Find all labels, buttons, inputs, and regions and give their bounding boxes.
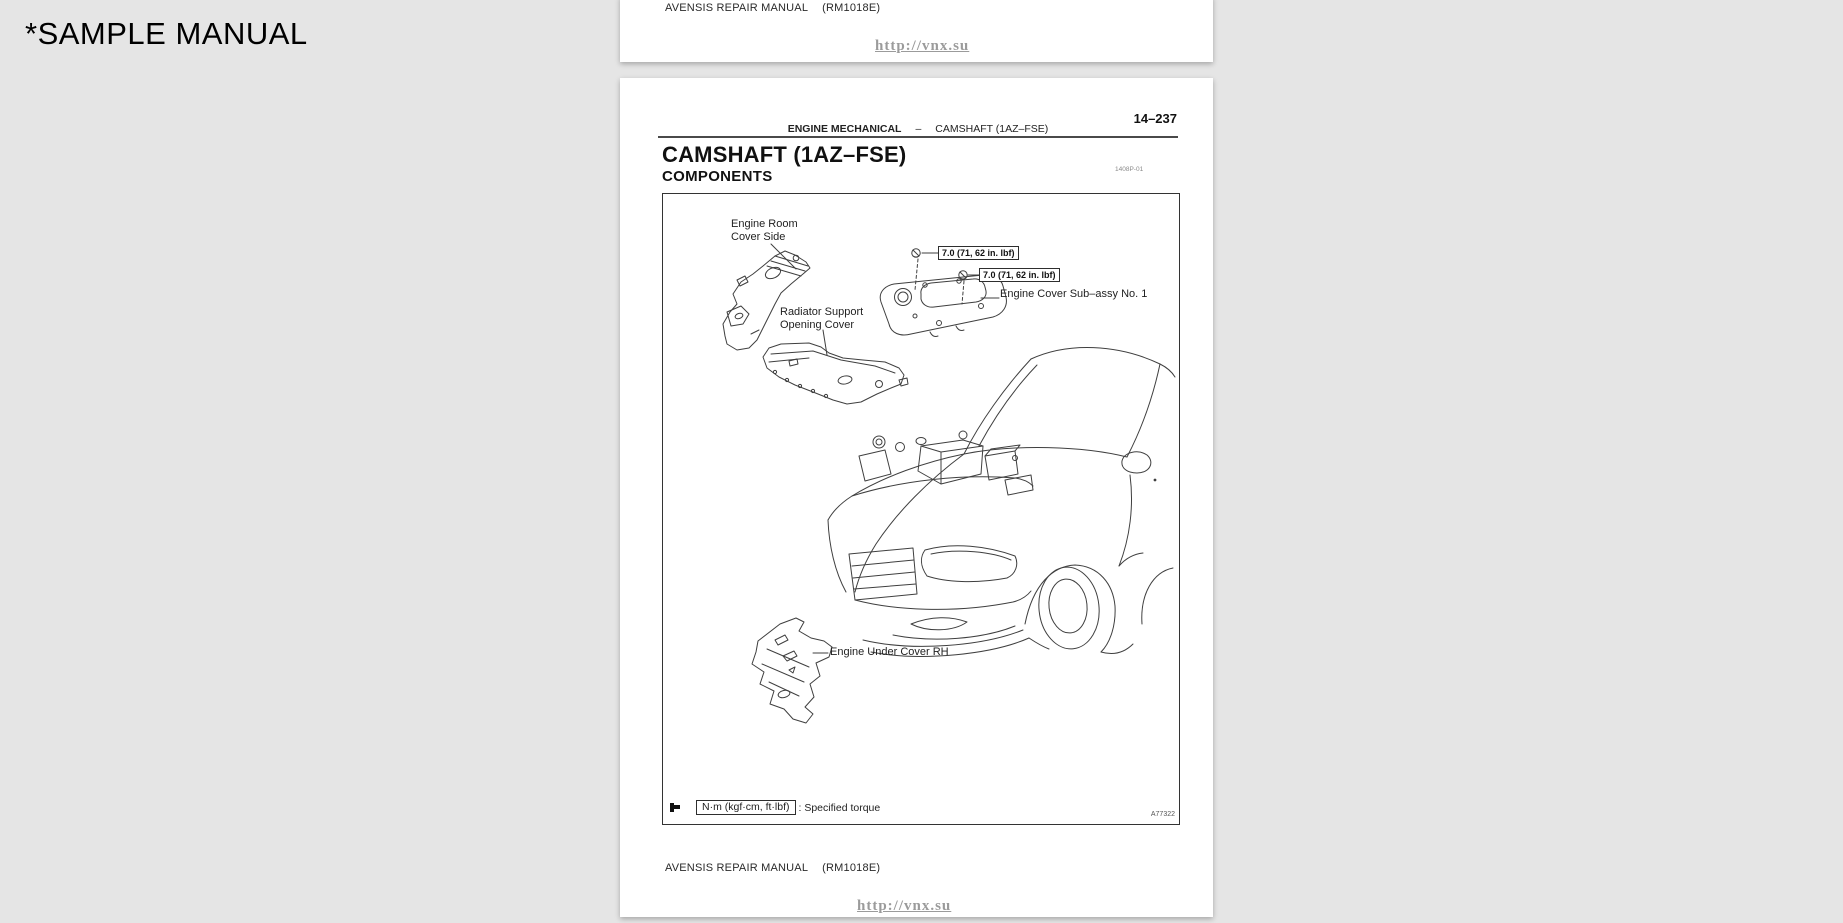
label-radiator-support: Radiator Support Opening Cover [780,306,864,331]
label-engine-under-cover: Engine Under Cover RH [830,646,949,658]
page-footer [665,862,880,874]
page-previous [620,0,1213,62]
torque-spec-box-2: 7.0 (71, 62 in. lbf) [979,268,1060,282]
figure-code: A77322 [1150,811,1175,818]
sample-manual-label: *SAMPLE MANUAL [25,16,308,51]
doc-code: 1408P-01 [1115,166,1144,173]
engine-cover-part [880,275,1006,337]
car-illustration [828,348,1175,657]
torque-legend [696,800,880,815]
torque-spec-box-1: 7.0 (71, 62 in. lbf) [938,246,1019,260]
page-number: 14–237 [1133,111,1177,126]
components-figure [662,193,1180,825]
radiator-support-opening-cover-part [763,343,908,404]
manual-title: AVENSIS REPAIR MANUAL [665,862,809,874]
watermark-bottom: http://vnx.su [857,898,952,914]
engine-room-cover-side-part [723,251,810,350]
breadcrumb [658,123,1178,135]
breadcrumb-topic: CAMSHAFT (1AZ–FSE) [935,123,1049,135]
section-subtitle: COMPONENTS [662,168,773,185]
label-engine-cover: Engine Cover Sub–assy No. 1 [1000,288,1148,300]
breadcrumb-section: ENGINE MECHANICAL [787,123,902,135]
header-rule [658,136,1178,138]
breadcrumb-separator: – [915,123,922,135]
manual-code: (RM1018E) [822,2,881,14]
torque-legend-icon [670,803,680,812]
torque-unit-box: N·m (kgf·cm, ft·lbf) [696,800,796,815]
watermark-top: http://vnx.su [875,38,970,54]
label-engine-room-cover: Engine Room Cover Side [731,218,798,243]
manual-code: (RM1018E) [822,862,881,874]
manual-title: AVENSIS REPAIR MANUAL [665,2,809,14]
page-top-header [665,2,880,14]
page-main [620,78,1213,917]
torque-note: : Specified torque [798,801,881,814]
page-title: CAMSHAFT (1AZ–FSE) [662,142,907,167]
engine-under-cover-part [752,618,832,723]
